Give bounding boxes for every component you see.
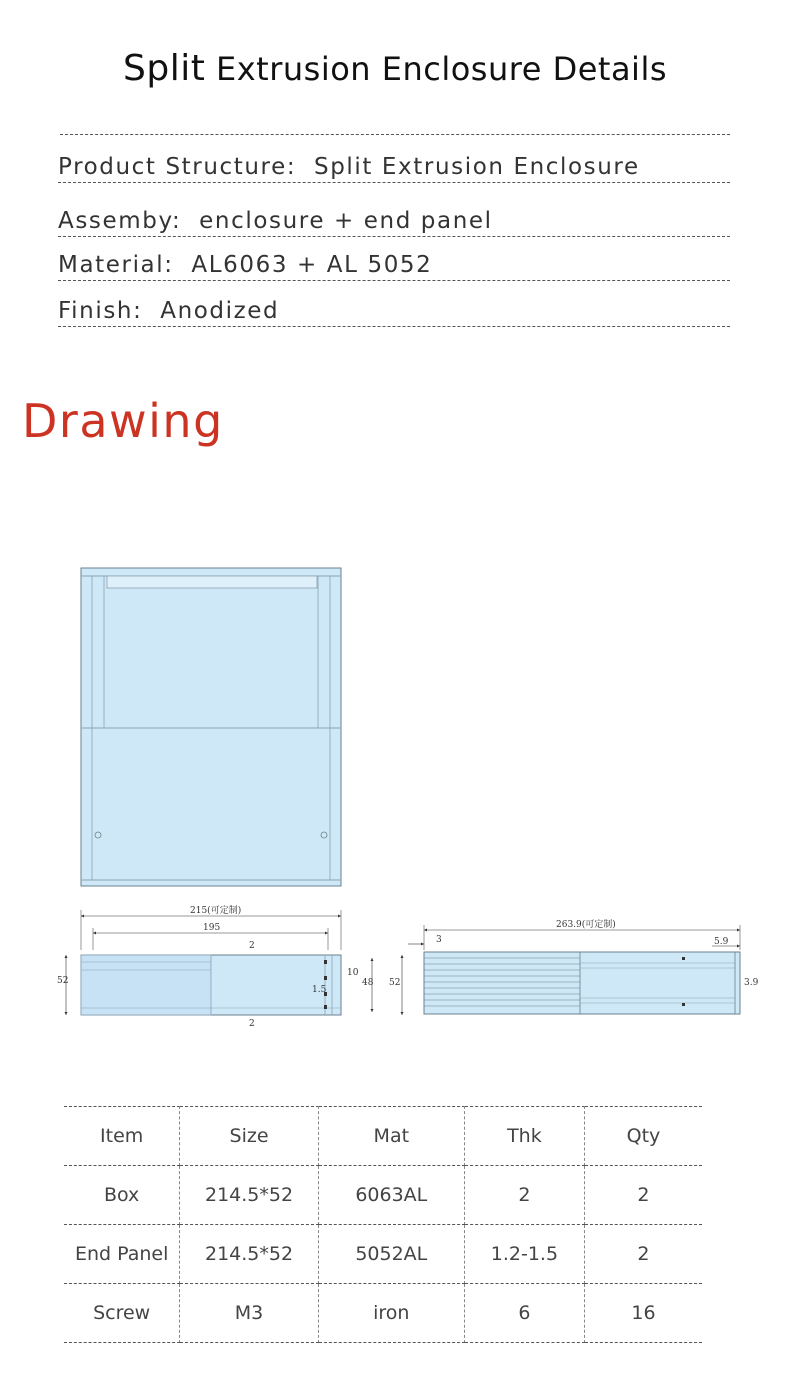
spec-label: Assemby — [58, 208, 172, 234]
dim-front-thickness: 1.5 — [312, 985, 327, 995]
spec-value: Split Extrusion Enclosure — [314, 154, 640, 180]
table-header-cell: Thk — [464, 1107, 584, 1166]
dim-side-right-height: 3.9 — [744, 978, 759, 988]
table-cell: 2 — [584, 1166, 702, 1225]
table-cell: Screw — [64, 1284, 180, 1343]
title-rest: Extrusion Enclosure Details — [216, 50, 667, 88]
table-row — [64, 1166, 702, 1225]
front-view — [81, 955, 341, 1015]
table-header-cell: Size — [180, 1107, 318, 1166]
table-row — [64, 1225, 702, 1284]
table-header-row — [64, 1107, 702, 1166]
table-cell: 16 — [584, 1284, 702, 1343]
table-cell: 1.2-1.5 — [464, 1225, 584, 1284]
spec-value: enclosure + end panel — [199, 208, 493, 234]
dim-front-width-inner: 195 — [203, 923, 221, 933]
dim-front-height: 52 — [57, 976, 69, 986]
dim-side-left-offset: 3 — [436, 935, 442, 945]
spec-finish: Finish: Anodized — [58, 298, 730, 327]
spec-value: AL6063 + AL 5052 — [191, 252, 433, 278]
dim-front-offset-bottom: 2 — [249, 1019, 255, 1029]
table-cell: iron — [318, 1284, 464, 1343]
spec-material: Material: AL6063 + AL 5052 — [58, 252, 730, 281]
table-cell: Box — [64, 1166, 180, 1225]
table-header-cell: Item — [64, 1107, 180, 1166]
dim-side-right-offset: 5.9 — [714, 937, 729, 947]
spec-assembly: Assemby: enclosure + end panel — [58, 208, 730, 237]
table-cell: 6 — [464, 1284, 584, 1343]
table-cell: 2 — [584, 1225, 702, 1284]
dim-front-slot: 10 — [347, 968, 359, 978]
table-cell: M3 — [180, 1284, 318, 1343]
table-cell: 5052AL — [318, 1225, 464, 1284]
table-header-cell: Qty — [584, 1107, 702, 1166]
table-cell: 6063AL — [318, 1166, 464, 1225]
spec-table — [64, 1106, 702, 1343]
table-cell: End Panel — [64, 1225, 180, 1284]
drawing-title: Drawing — [22, 394, 224, 448]
dim-front-width-total: 215(可定制) — [190, 906, 242, 916]
spec-value: Anodized — [160, 298, 280, 324]
dim-front-offset-top: 2 — [249, 941, 255, 951]
spec-label: Finish — [58, 298, 134, 324]
spec-product-structure: Product Structure: Split Extrusion Enclosure — [58, 154, 730, 183]
table-header-cell: Mat — [318, 1107, 464, 1166]
table-cell: 214.5*52 — [180, 1166, 318, 1225]
spec-label: Material — [58, 252, 165, 278]
table-cell: 214.5*52 — [180, 1225, 318, 1284]
dim-front-inner-height: 48 — [362, 978, 374, 988]
title-lead: Split — [123, 48, 206, 89]
dim-side-length-total: 263.9(可定制) — [556, 920, 616, 930]
table-cell: 2 — [464, 1166, 584, 1225]
spec-label: Product Structure — [58, 154, 287, 180]
table-row — [64, 1284, 702, 1343]
dim-front-right-height: 52 — [389, 978, 401, 988]
side-view — [424, 952, 740, 1014]
top-view — [81, 568, 341, 886]
